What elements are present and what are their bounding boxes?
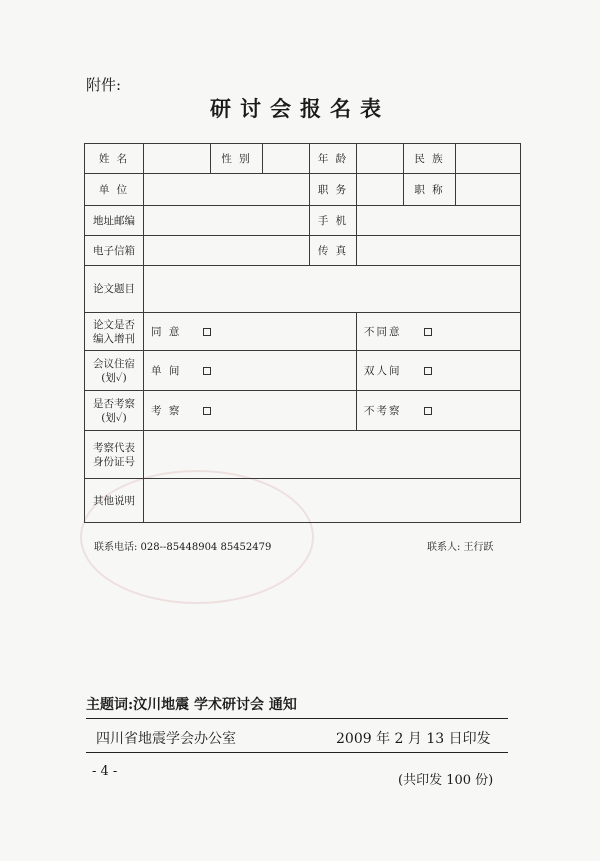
page-number: - 4 - <box>92 764 118 779</box>
inspect-text: 考 察 <box>151 405 182 417</box>
fax-label: 传 真 <box>310 236 357 266</box>
name-label: 姓 名 <box>85 144 144 174</box>
divider-line <box>86 718 508 719</box>
address-field[interactable] <box>144 206 310 236</box>
mobile-label: 手 机 <box>310 206 357 236</box>
mobile-field[interactable] <box>357 206 521 236</box>
form-row-email <box>85 236 521 266</box>
no-inspect-checkbox[interactable] <box>424 407 432 415</box>
email-field[interactable] <box>144 236 310 266</box>
form-row-inspect <box>85 391 521 431</box>
gender-field[interactable] <box>263 144 310 174</box>
age-field[interactable] <box>357 144 404 174</box>
disagree-text: 不同意 <box>364 326 402 338</box>
agree-option[interactable] <box>144 313 357 351</box>
inspect-checkbox[interactable] <box>203 407 211 415</box>
single-room-text: 单 间 <box>151 365 182 377</box>
age-label: 年 龄 <box>310 144 357 174</box>
title-label: 职 称 <box>404 174 456 206</box>
inspect-option[interactable] <box>144 391 357 431</box>
unit-field[interactable] <box>144 174 310 206</box>
other-field[interactable] <box>144 479 521 523</box>
registration-form-table <box>84 143 521 523</box>
agree-text: 同 意 <box>151 326 182 338</box>
title-field[interactable] <box>456 174 521 206</box>
page-title: 研讨会报名表 <box>210 96 390 121</box>
include-label: 论文是否编入增刊 <box>85 313 144 351</box>
paper-title-label: 论文题目 <box>85 266 144 313</box>
name-field[interactable] <box>144 144 211 174</box>
gender-label: 性 别 <box>211 144 263 174</box>
address-label: 地址邮编 <box>85 206 144 236</box>
issuing-office: 四川省地震学会办公室 <box>96 731 236 747</box>
contact-person: 联系人: 王行跃 <box>427 542 494 553</box>
position-label: 职 务 <box>310 174 357 206</box>
issue-date: 2009 年 2 月 13 日印发 <box>336 731 491 747</box>
fax-field[interactable] <box>357 236 521 266</box>
copies-count: (共印发 100 份) <box>398 773 494 788</box>
single-room-checkbox[interactable] <box>203 367 211 375</box>
no-inspect-option[interactable] <box>357 391 521 431</box>
form-row-id <box>85 431 521 479</box>
double-room-checkbox[interactable] <box>424 367 432 375</box>
contact-phone: 联系电话: 028--85448904 85452479 <box>94 542 272 553</box>
double-room-text: 双人间 <box>364 365 402 377</box>
form-row-other <box>85 479 521 523</box>
attachment-label: 附件: <box>86 76 122 94</box>
double-room-option[interactable] <box>357 351 521 391</box>
inspect-label: 是否考察(划✓) <box>85 391 144 431</box>
other-label: 其他说明 <box>85 479 144 523</box>
subject-keywords: 主题词:汶川地震 学术研讨会 通知 <box>86 697 297 713</box>
disagree-checkbox[interactable] <box>424 328 432 336</box>
position-field[interactable] <box>357 174 404 206</box>
form-row-address <box>85 206 521 236</box>
divider-line <box>86 752 508 753</box>
inspect-id-label: 考察代表身份证号 <box>85 431 144 479</box>
form-row-include <box>85 313 521 351</box>
inspect-id-field[interactable] <box>144 431 521 479</box>
form-row-unit <box>85 174 521 206</box>
agree-checkbox[interactable] <box>203 328 211 336</box>
form-row-basic <box>85 144 521 174</box>
unit-label: 单 位 <box>85 174 144 206</box>
lodging-label: 会议住宿(划✓) <box>85 351 144 391</box>
form-row-lodging <box>85 351 521 391</box>
form-row-paper <box>85 266 521 313</box>
single-room-option[interactable] <box>144 351 357 391</box>
no-inspect-text: 不考察 <box>364 405 402 417</box>
disagree-option[interactable] <box>357 313 521 351</box>
ethnicity-label: 民 族 <box>404 144 456 174</box>
email-label: 电子信箱 <box>85 236 144 266</box>
paper-title-field[interactable] <box>144 266 521 313</box>
ethnicity-field[interactable] <box>456 144 521 174</box>
